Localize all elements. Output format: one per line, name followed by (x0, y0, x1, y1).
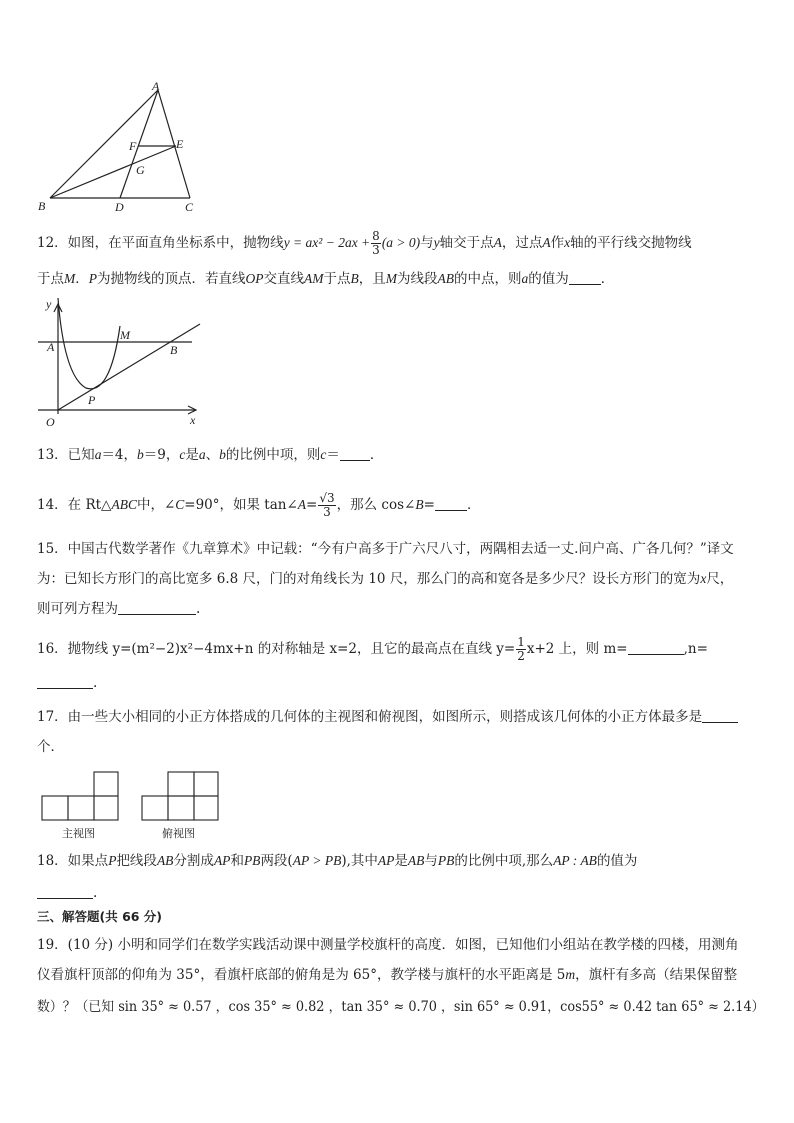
label-E: E (176, 137, 184, 151)
label-O: O (46, 415, 55, 429)
fraction: $\frac{8}{3}$ (372, 229, 380, 257)
answer-blank-n (37, 674, 93, 689)
q14: 14．在 Rt△ABC中，∠C=90°，如果 tan∠A= $\frac{√3}{3}$ ，那么 cos∠B= ． (37, 491, 481, 519)
triangle-figure (30, 78, 210, 218)
q19-line2: 仪看旗杆顶部的仰角为 35°，看旗杆底部的俯角是为 65°，教学楼与旗杆的水平距离是 5m，旗杆有多高（结果保留整 (37, 967, 738, 983)
q19-line3: 数）？（已知 sin 35° ≈ 0.57 ，cos 35° ≈ 0.82 ，tan 35° ≈ 0.70 ，sin 65° ≈ 0.91，cos55° ≈ 0.42 tan 65° ≈ 2.14） (37, 999, 765, 1015)
q18-line2: . (37, 882, 97, 904)
parabola-figure (30, 296, 210, 432)
q12-line1: 12．如图，在平面直角坐标系中，抛物线y = ax² − 2ax + $\frac{8}{3}$ (a > 0)与y轴交于点A，过点A作x轴的平行线交抛物线 (37, 229, 692, 257)
q16-line2: . (37, 672, 97, 694)
label-G: G (136, 163, 145, 177)
caption-front-view: 主视图 (62, 827, 95, 840)
answer-blank (118, 600, 196, 615)
caption-top-view: 俯视图 (162, 827, 195, 840)
q13: 13．已知a＝4，b＝9，c是a、b的比例中项，则c＝ ． (37, 447, 384, 463)
q15-line3: 则可列方程为 . (37, 601, 201, 617)
q17-line1: 17．由一些大小相同的小正方体搭成的几何体的主视图和俯视图，如图所示，则搭成该几何体的小正方体最多是 (37, 706, 738, 728)
label-A: A (152, 79, 160, 93)
views-figure (38, 766, 228, 824)
answer-blank (702, 708, 738, 723)
answer-blank (435, 496, 467, 511)
answer-blank (569, 270, 601, 285)
answer-blank-m (628, 640, 684, 655)
q16-line1: 16．抛物线 y=(m²−2)x²−4mx+n 的对称轴是 x=2，且它的最高点在直线 y= $\frac{1}{2}$ x+2 上，则 m= ,n= (37, 635, 708, 663)
q15-line1: 15．中国古代数学著作《九章算术》中记载：“今有户高多于广六尺八寸，两隅相去适一丈.问户高、广各几何？”译文 (37, 541, 734, 557)
label-F: F (129, 139, 137, 153)
q19-line1: 19．(10 分) 小明和同学们在数学实践活动课中测量学校旗杆的高度．如图，已知他们小组站在教学楼的四楼，用测角 (37, 937, 739, 953)
q17-line2: 个． (37, 739, 64, 755)
section-heading: 三、解答题(共 66 分) (37, 909, 163, 924)
label-P: P (88, 393, 96, 407)
fraction: $\frac{√3}{3}$ (319, 491, 335, 519)
label-B: B (38, 199, 46, 213)
label-x: x (190, 413, 196, 427)
label-A: A (47, 340, 55, 354)
q15-line2: 为：已知长方形门的高比宽多 6.8 尺，门的对角线长为 10 尺，那么门的高和宽各是多少尺？设长方形门的宽为x尺， (37, 571, 734, 587)
q18-line1: 18．如果点P把线段AB分割成AP和PB两段(AP > PB),其中AP是AB与PB的比例中项,那么AP : AB的值为 (37, 853, 638, 869)
answer-blank (340, 446, 370, 461)
q12-line2: 于点M．P为抛物线的顶点．若直线OP交直线AM于点B，且M为线段AB的中点，则a的值为 ． (37, 271, 615, 287)
label-B: B (170, 343, 178, 357)
label-y: y (46, 297, 52, 311)
label-C: C (185, 200, 194, 214)
label-M: M (120, 328, 130, 342)
answer-blank (37, 884, 93, 899)
fraction: $\frac{1}{2}$ (517, 635, 525, 663)
label-D: D (115, 200, 124, 214)
